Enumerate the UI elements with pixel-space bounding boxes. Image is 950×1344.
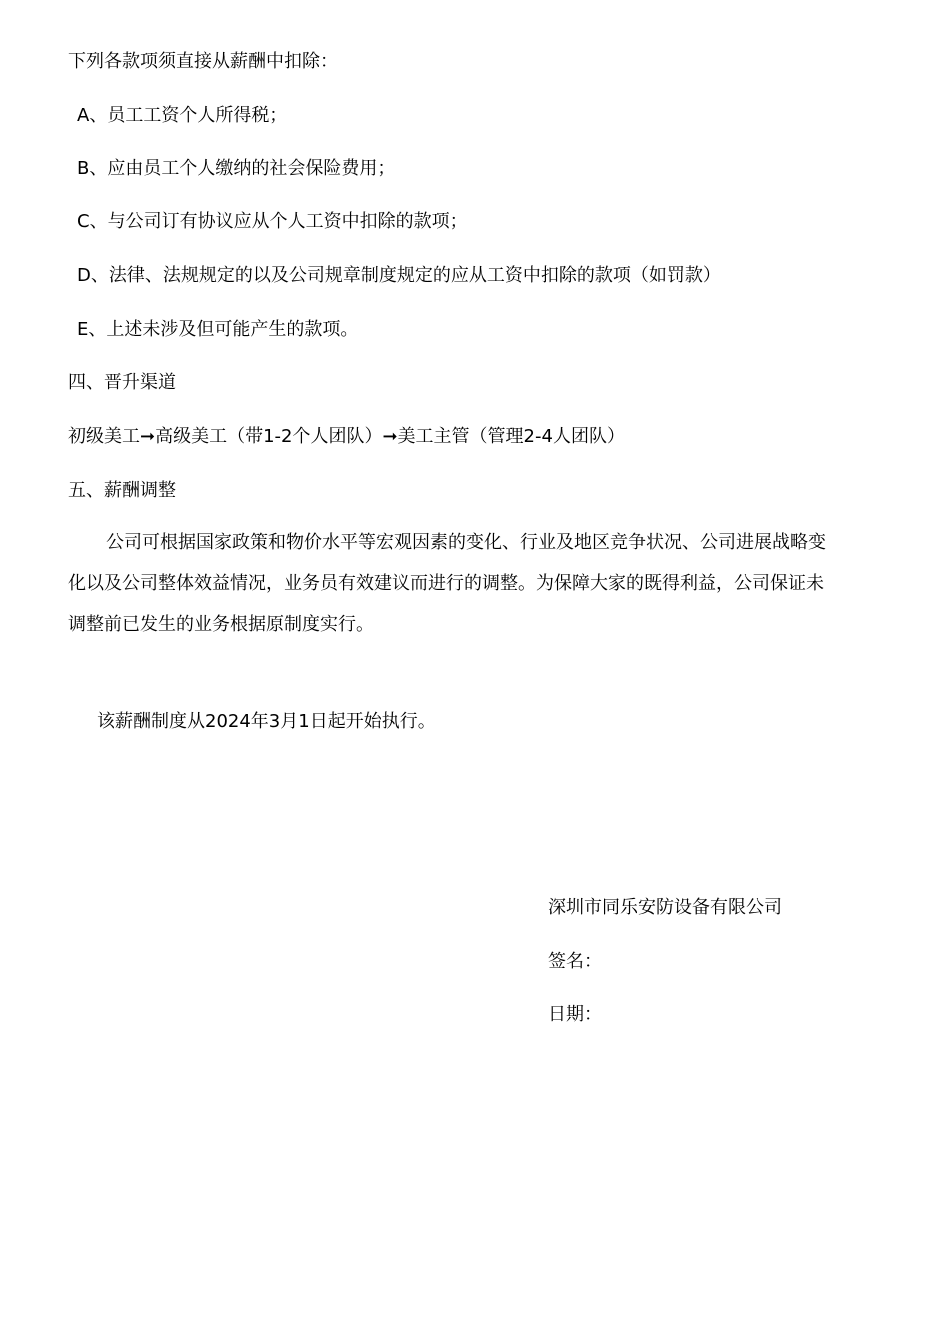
- deductions-intro: 下列各款项须直接从薪酬中扣除：: [68, 51, 338, 72]
- effective-date-statement: 该薪酬制度从2024年3月1日起开始执行。: [97, 711, 436, 732]
- date-label: 日期：: [548, 1004, 602, 1025]
- deduction-item-e: E、上述未涉及但可能产生的款项。: [77, 319, 359, 340]
- deduction-item-b: B、应由员工个人缴纳的社会保险费用；: [77, 158, 396, 179]
- company-name: 深圳市同乐安防设备有限公司: [548, 897, 782, 918]
- deduction-item-c: C、与公司订有协议应从个人工资中扣除的款项；: [77, 211, 468, 232]
- promotion-path: 初级美工➞高级美工（带1-2个人团队）➞美工主管（管理2-4人团队）: [68, 426, 625, 447]
- adjustment-paragraph-line: 公司可根据国家政策和物价水平等宏观因素的变化、行业及地区竞争状况、公司进展战略变: [106, 532, 826, 553]
- deduction-item-d: D、法律、法规规定的以及公司规章制度规定的应从工资中扣除的款项（如罚款）: [77, 265, 721, 286]
- adjustment-paragraph-line: 化以及公司整体效益情况，业务员有效建议而进行的调整。为保障大家的既得利益，公司保证未: [68, 573, 824, 594]
- adjustment-paragraph: [68, 522, 883, 645]
- promotion-heading: 四、晋升渠道: [68, 372, 176, 393]
- adjustment-paragraph-line: 调整前已发生的业务根据原制度实行。: [68, 614, 374, 635]
- signature-label: 签名：: [548, 951, 602, 972]
- adjustment-heading: 五、薪酬调整: [68, 480, 176, 501]
- deduction-item-a: A、员工工资个人所得税；: [77, 105, 288, 126]
